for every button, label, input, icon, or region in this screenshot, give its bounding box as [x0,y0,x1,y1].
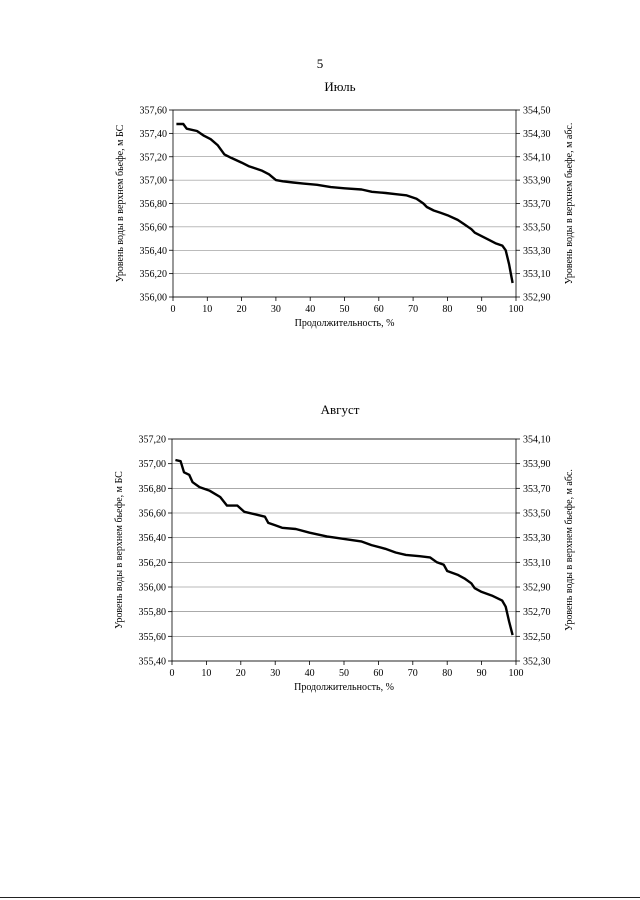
x-tick-label-9: 90 [476,304,487,315]
x-tick-label-8: 80 [442,304,453,315]
x-tick-label-2: 20 [236,304,247,315]
y-tick-label-right-3: 352,90 [523,582,551,594]
page-number: 5 [316,56,324,71]
y-tick-label-right-9: 354,10 [523,434,551,446]
duration-curve-line [175,460,512,635]
x-axis-title: Продолжительность, % [294,682,394,693]
y-tick-label-left-6: 356,60 [138,508,166,520]
plot-frame [172,439,516,661]
y-tick-label-right-8: 354,50 [523,105,551,117]
y-tick-label-right-2: 352,70 [523,607,551,619]
y-tick-label-left-4: 356,20 [138,557,166,569]
x-tick-label-10: 100 [508,304,524,315]
y-tick-label-left-1: 355,60 [138,631,166,643]
y-tick-label-right-2: 353,30 [523,245,551,257]
y-tick-label-left-8: 357,00 [138,459,166,471]
y-axis-title-left: Уровень воды в верхнем бьефе, м БС [114,471,125,629]
y-tick-label-left-0: 356,00 [139,292,167,304]
y-tick-label-left-2: 355,80 [138,607,166,619]
x-tick-label-7: 70 [407,668,418,679]
y-tick-label-right-6: 353,50 [523,508,551,520]
x-tick-label-5: 50 [339,668,349,679]
y-tick-label-left-8: 357,60 [139,105,167,117]
y-tick-label-left-5: 357,00 [139,175,167,187]
y-axis-title-right: Уровень воды в верхнем бьефе, м абс. [564,122,575,285]
x-tick-label-3: 30 [270,304,281,315]
scan-edge-line [0,897,640,898]
y-axis-title-right: Уровень воды в верхнем бьефе, м абс. [564,469,575,631]
y-tick-label-right-1: 353,10 [523,269,551,281]
x-tick-label-2: 20 [235,668,246,679]
x-tick-label-4: 40 [305,304,316,315]
y-tick-label-right-7: 354,30 [523,128,551,140]
y-tick-label-right-8: 353,90 [523,459,551,471]
y-tick-label-right-1: 352,50 [523,631,551,643]
x-tick-label-1: 10 [201,668,212,679]
y-tick-label-left-3: 356,00 [138,582,166,594]
y-tick-label-left-7: 357,40 [139,128,167,140]
y-tick-label-left-7: 356,80 [138,483,166,495]
y-tick-label-right-4: 353,70 [523,199,551,210]
x-tick-label-6: 60 [373,668,384,679]
x-tick-label-0: 0 [169,668,175,679]
x-tick-label-8: 80 [442,668,453,679]
x-tick-label-5: 50 [339,304,350,315]
x-tick-label-7: 70 [408,304,419,315]
x-tick-label-6: 60 [373,304,384,315]
y-tick-label-left-3: 356,60 [139,222,167,234]
y-tick-label-right-0: 352,30 [523,656,551,668]
chart-title-august: Август [320,402,360,417]
y-tick-label-right-7: 353,70 [523,483,551,495]
x-tick-label-4: 40 [304,668,315,679]
x-tick-label-0: 0 [170,304,176,315]
y-tick-label-left-0: 355,40 [138,656,166,668]
y-tick-label-right-6: 354,10 [523,152,551,164]
y-tick-label-right-5: 353,90 [523,175,551,187]
y-tick-label-left-6: 357,20 [139,152,167,164]
chart-title-july: Июль [324,79,356,94]
y-tick-label-right-3: 353,50 [523,222,551,234]
x-tick-label-1: 10 [202,304,213,315]
x-axis-title: Продолжительность, % [294,318,395,329]
x-tick-label-3: 30 [270,668,281,679]
y-tick-label-right-4: 353,10 [523,557,551,569]
x-tick-label-10: 100 [508,668,524,679]
y-tick-label-left-5: 356,40 [138,533,166,545]
y-axis-title-left: Уровень воды в верхнем бьефе, м БС [115,124,126,283]
y-tick-label-left-1: 356,20 [139,269,167,281]
y-tick-label-right-0: 352,90 [523,292,551,304]
y-tick-label-left-4: 356,80 [139,199,167,210]
y-tick-label-left-9: 357,20 [138,434,166,446]
y-tick-label-right-5: 353,30 [523,533,551,545]
y-tick-label-left-2: 356,40 [139,245,167,257]
x-tick-label-9: 90 [476,668,487,679]
